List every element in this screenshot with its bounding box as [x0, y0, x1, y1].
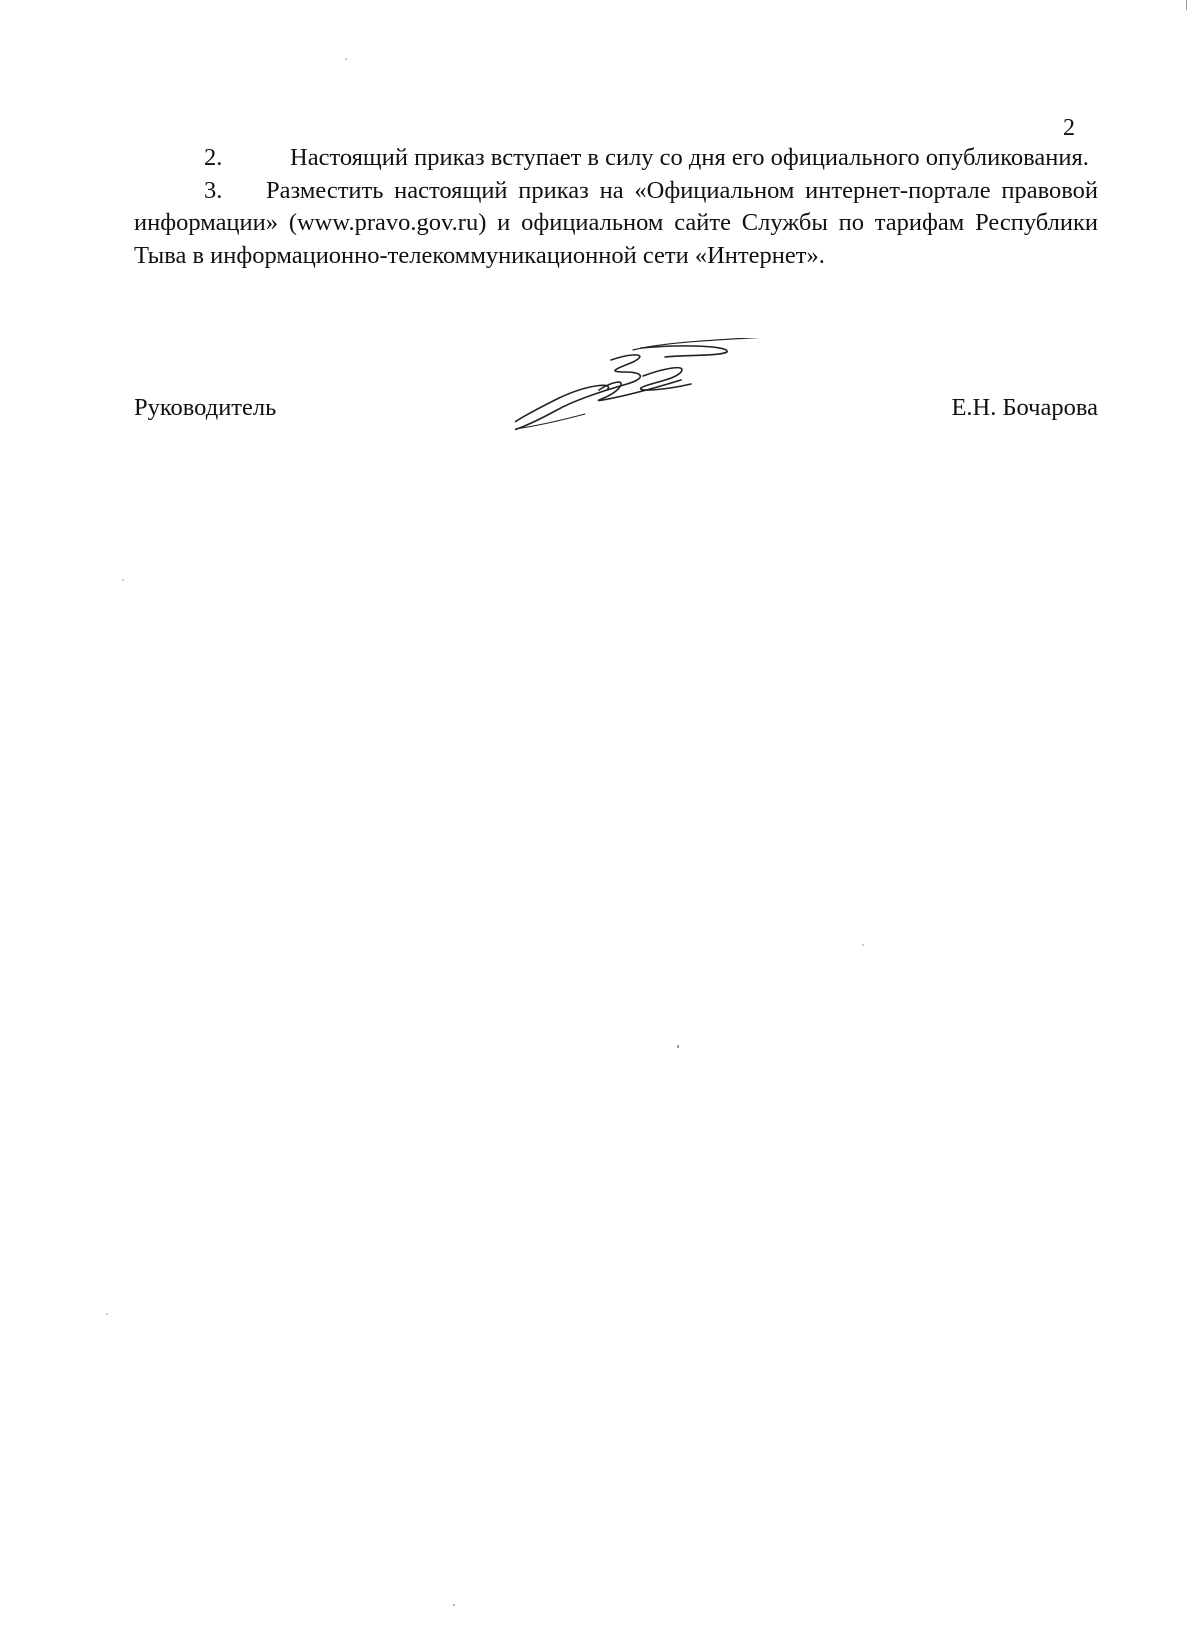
scan-speck [106, 1313, 108, 1315]
document-body [134, 142, 1098, 272]
page-number: 2 [1063, 115, 1075, 141]
signatory-name: Е.Н. Бочарова [951, 394, 1098, 421]
paragraph-text: Настоящий приказ вступает в силу со дня его официального [290, 144, 920, 171]
paragraph-text-continued: опубликования. [925, 144, 1089, 171]
scan-speck [453, 1604, 455, 1606]
paragraph-number: 2. [204, 144, 223, 171]
scan-speck [862, 944, 864, 946]
signature-block [134, 392, 1098, 428]
scan-speck [345, 58, 347, 60]
paragraph-text: Разместить настоящий приказ на «Официальном интернет-портале [266, 176, 991, 204]
scan-edge-mark [1186, 0, 1187, 10]
paragraph-number: 3. [204, 176, 223, 204]
paragraph-2 [134, 142, 1098, 175]
scan-speck [122, 579, 124, 581]
paragraph-text-continued: правовой информации» (www.pravo.gov.ru) и официальном сайте Службы по тарифам Республики Тыва в информационно-телекоммуникационной сети «Интернет». [134, 176, 1098, 269]
scan-speck [677, 1045, 679, 1048]
paragraph-3 [134, 175, 1098, 273]
signatory-title: Руководитель [134, 394, 277, 421]
